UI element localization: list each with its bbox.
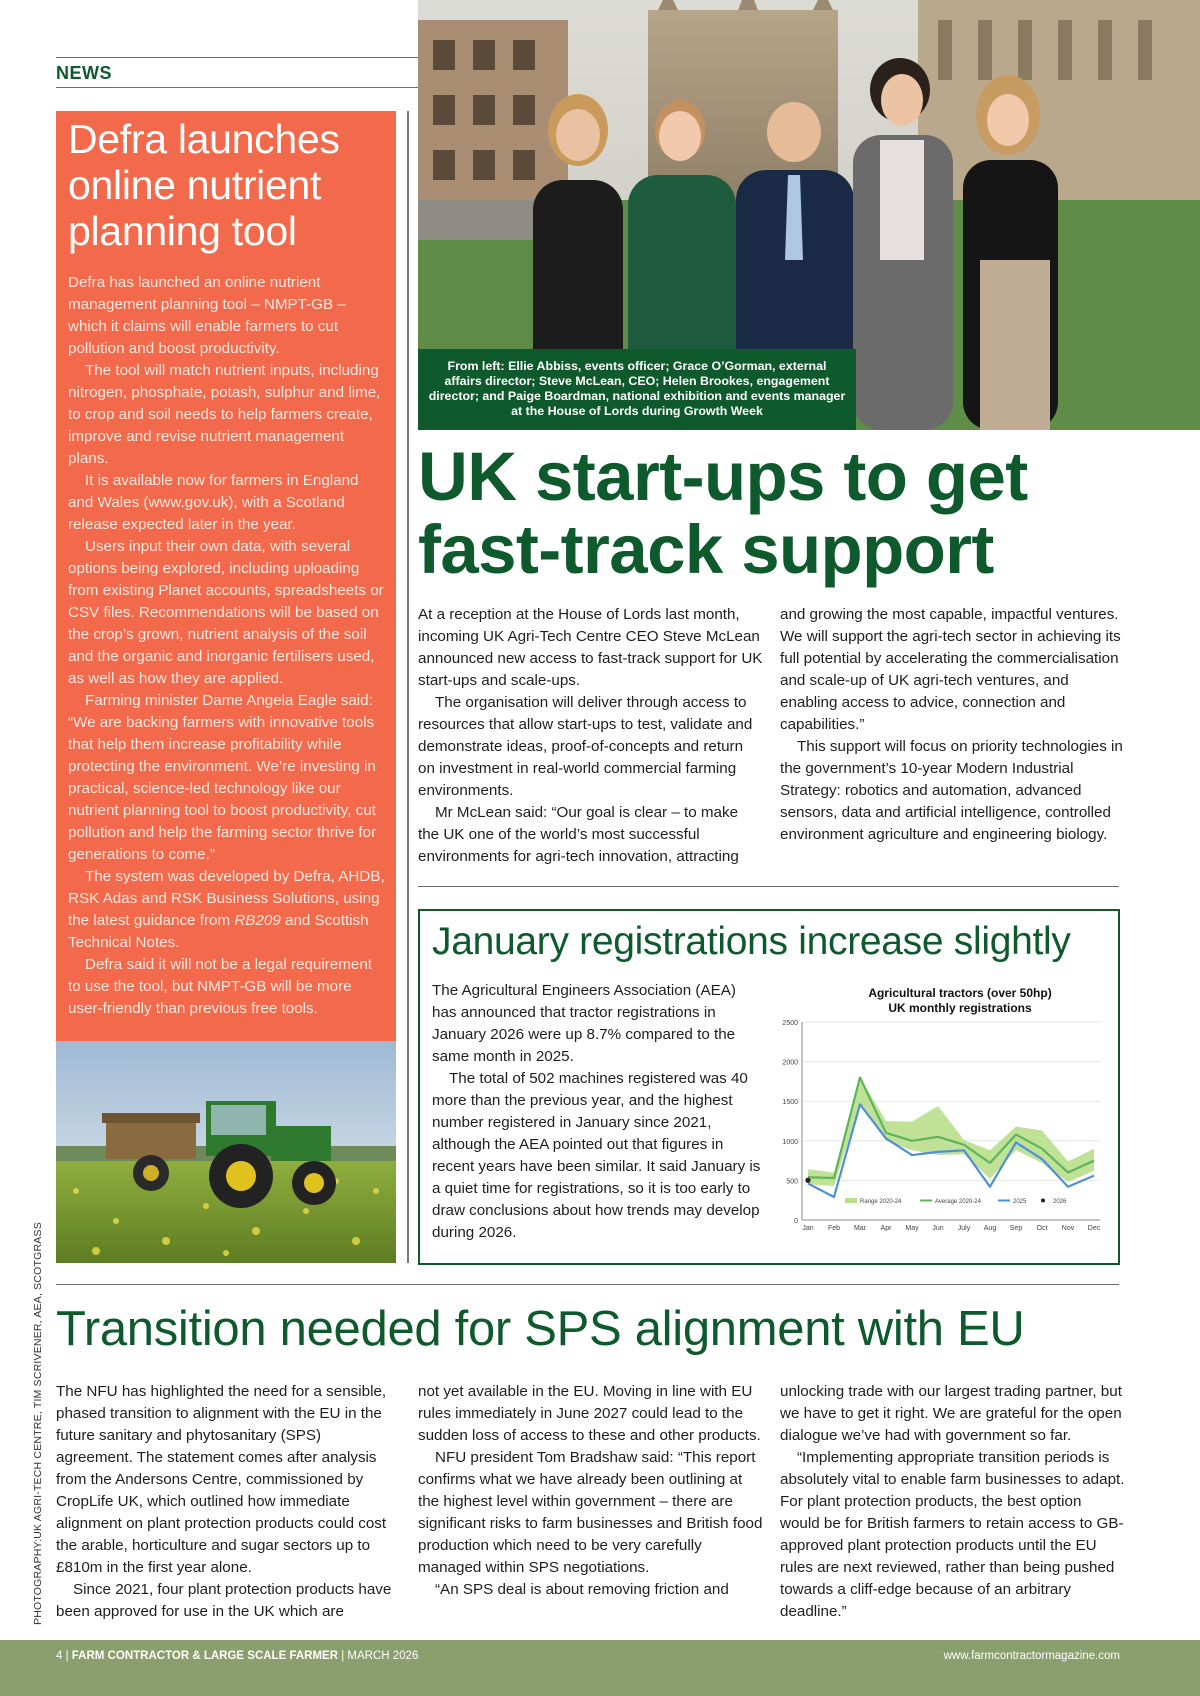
startups-column-1 — [418, 604, 763, 868]
startups-headline-line: UK start-ups to get — [418, 438, 1028, 515]
page-number: 4 — [56, 1650, 63, 1662]
sps-paragraph: NFU president Tom Bradshaw said: “This report confirms what we have already been outlining at the highest level within government – there are significant risks to farm businesses and British food production which need to be very carefully managed within SPS negotiations. — [418, 1449, 763, 1576]
page-footer — [0, 1640, 1200, 1696]
january-paragraph: The total of 502 machines registered was 40 more than the previous year, and the highest number registered in January since 2021, although the AEA pointed out that figures in recent years have been similar. It said January is a quiet time for registrations, so it is too early to draw conclusions about how trends may develop during 2026. — [432, 1070, 761, 1241]
chart-x-tick-label: Jun — [932, 1225, 944, 1232]
nutrient-paragraph: It is available now for farmers in England and Wales (www.gov.uk), with a Scotland release expected later in the year. — [68, 472, 359, 533]
sps-paragraph: “An SPS deal is about removing friction and — [435, 1581, 729, 1598]
january-paragraph: The Agricultural Engineers Association (AEA) has announced that tractor registrations in January 2026 were up 8.7% compared to the same month in 2025. — [432, 982, 736, 1065]
chart-x-tick-label: May — [905, 1225, 919, 1232]
sps-paragraph: not yet available in the EU. Moving in line with EU rules immediately in June 2027 could lead to the sudden loss of access to these and other products. — [418, 1383, 761, 1444]
startups-paragraph: and growing the most capable, impactful ventures. We will support the agri-tech sector in achieving its full potential by accelerating the commercialisation and scale-up of UK agri-tech ventures, and enabling access to advice, connection and capabilities.” — [780, 606, 1121, 733]
nutrient-paragraph: Defra has launched an online nutrient management planning tool – NMPT-GB – which it claims will enable farmers to cut pollution and boost productivity. — [68, 274, 346, 357]
startups-headline — [418, 440, 1198, 586]
chart-x-tick-label: Apr — [880, 1225, 892, 1232]
section-divider — [418, 886, 1119, 887]
sps-column-1 — [56, 1381, 401, 1623]
chart-x-tick-label: Aug — [983, 1225, 997, 1232]
sps-headline: Transition needed for SPS alignment with EU — [56, 1302, 1025, 1356]
chart-y-tick-label: 2500 — [782, 1020, 798, 1027]
sps-paragraph: “Implementing appropriate transition periods is absolutely vital to enable farm businesses to adapt. For plant protection products, the best option would be for British farmers to retain access to GB-approved plant protection products until the EU rules are next reviewed, rather than being pushed towards a cliff-edge because of an arbitrary deadline.” — [780, 1449, 1125, 1620]
rb209-reference: RB209 — [234, 912, 281, 929]
nutrient-paragraph: The tool will match nutrient inputs, including nitrogen, phosphate, potash, sulphur and lime, to crop and soil needs to help farmers create, improve and revise nutrient management plans. — [68, 362, 381, 467]
startups-paragraph: At a reception at the House of Lords last month, incoming UK Agri-Tech Centre CEO Steve McLean announced new access to fast-track support for UK start-ups and scale-ups. — [418, 606, 763, 689]
legend-label: Average 2020-24 — [935, 1199, 981, 1205]
nutrient-paragraph — [68, 866, 386, 954]
chart-y-tick-label: 2000 — [782, 1059, 798, 1067]
startups-paragraph: This support will focus on priority technologies in the government’s 10-year Modern Industrial Strategy: robotics and automation, advanced sensors, data and artificial intelligence, controlled environment agriculture and engineering biology. — [780, 738, 1123, 843]
nutrient-paragraph: Defra said it will not be a legal requirement to use the tool, but NMPT-GB will be more user-friendly than previous free tools. — [68, 956, 373, 1017]
legend-label: 2026 — [1053, 1199, 1067, 1205]
tractor-spreader-photo — [56, 1041, 396, 1263]
footer-separator: | — [65, 1650, 72, 1662]
startups-paragraph: Mr McLean said: “Our goal is clear – to make the UK one of the world’s most successful environments for agri-tech innovation, attracting — [418, 804, 739, 865]
nutrient-text: The system was developed by Defra, AHDB, RSK Adas and RSK Business Solutions, using the latest guidance from — [68, 868, 385, 929]
photo-caption: From left: Ellie Abbiss, events officer; Grace O’Gorman, external affairs director; Steve McLean, CEO; Helen Brookes, engagement director; and Paige Boardman, national exhibition and events manager at the House of Lords during Growth Week — [428, 359, 846, 418]
sps-column-3 — [780, 1381, 1125, 1623]
chart-x-tick-label: Mar — [853, 1225, 867, 1232]
tractor-registrations-chart — [770, 980, 1110, 1240]
chart-x-tick-label: Feb — [827, 1225, 841, 1232]
footer-publication — [56, 1650, 418, 1662]
chart-x-tick-label: Dec — [1087, 1225, 1101, 1232]
chart-y-tick-label: 500 — [786, 1178, 798, 1186]
sps-paragraph: Since 2021, four plant protection products have been approved for use in the UK which are — [56, 1581, 392, 1620]
header-rule-top — [56, 57, 418, 58]
nutrient-article-title: Defra launches online nutrient planning tool — [68, 116, 340, 254]
legend-swatch — [845, 1198, 857, 1203]
nutrient-article-body — [68, 272, 386, 1020]
section-label: NEWS — [56, 63, 112, 83]
sps-column-2 — [418, 1381, 763, 1601]
chart-title: UK monthly registrations — [888, 1001, 1032, 1015]
chart-title: Agricultural tractors (over 50hp) — [868, 986, 1052, 1000]
issue-date: MARCH 2026 — [347, 1650, 419, 1662]
column-divider — [407, 111, 409, 1263]
startups-paragraph: The organisation will deliver through access to resources that allow start-ups to test, validate and demonstrate ideas, proof-of-concepts and return on investment in real-world commercial farming environments. — [418, 694, 753, 799]
footer-website[interactable]: www.farmcontractormagazine.com — [943, 1650, 1120, 1662]
header-rule-bottom — [56, 87, 418, 88]
nutrient-paragraph: Farming minister Dame Angela Eagle said: “We are backing farmers with innovative tools that help them increase profitability while protecting the environment. We’re investing in practical, science-led technology like our nutrient planning tool to boost productivity, cut pollution and help the farming sector thrive for generations to come.” — [68, 692, 377, 863]
chart-y-tick-label: 0 — [794, 1218, 798, 1225]
footer-separator: | — [341, 1650, 348, 1662]
photo-credit: PHOTOGRAPHY:UK AGRI-TECH CENTRE, TIM SCRIVENER, AEA, SCOTGRASS — [32, 1222, 44, 1625]
nutrient-text: and Scottish Technical Notes. — [68, 912, 369, 951]
legend-label: Range 2020-24 — [860, 1199, 902, 1205]
chart-y-tick-label: 1500 — [782, 1099, 798, 1107]
sps-paragraph: The NFU has highlighted the need for a sensible, phased transition to alignment with the EU in the future sanitary and phytosanitary (SPS) agreement. The statement comes after analysis from the Andersons Centre, commissioned by CropLife UK, which outlined how immediate alignment on plant protection products could cost the arable, horticulture and sugar sectors up to £810m in the first year alone. — [56, 1383, 387, 1576]
chart-x-tick-label: Nov — [1061, 1225, 1075, 1232]
sps-paragraph: unlocking trade with our largest trading partner, but we have to get it right. We are grateful for the open dialogue we’ve had with government so far. — [780, 1383, 1122, 1444]
chart-x-tick-label: Oct — [1036, 1225, 1048, 1232]
legend-swatch — [1041, 1199, 1045, 1203]
chart-y-tick-label: 1000 — [782, 1138, 798, 1146]
chart-x-tick-label: Sep — [1009, 1225, 1023, 1232]
startups-headline-line: fast-track support — [418, 511, 994, 588]
startups-column-2 — [780, 604, 1125, 846]
january-headline: January registrations increase slightly — [432, 920, 1071, 963]
chart-point-2026 — [805, 1178, 810, 1183]
publication-name: FARM CONTRACTOR & LARGE SCALE FARMER — [71, 1650, 338, 1662]
chart-x-tick-label: Jan — [802, 1225, 814, 1232]
chart-x-tick-label: July — [957, 1225, 971, 1232]
january-body — [432, 980, 762, 1244]
section-divider — [56, 1284, 1119, 1285]
legend-label: 2025 — [1013, 1199, 1027, 1205]
nutrient-paragraph: Users input their own data, with several options being explored, including uploading from existing Planet accounts, spreadsheets or CSV files. Recommendations will be based on the crop’s grown, nutrient analysis of the soil and the organic and inorganic fertilisers used, as well as how they are applied. — [68, 538, 384, 687]
